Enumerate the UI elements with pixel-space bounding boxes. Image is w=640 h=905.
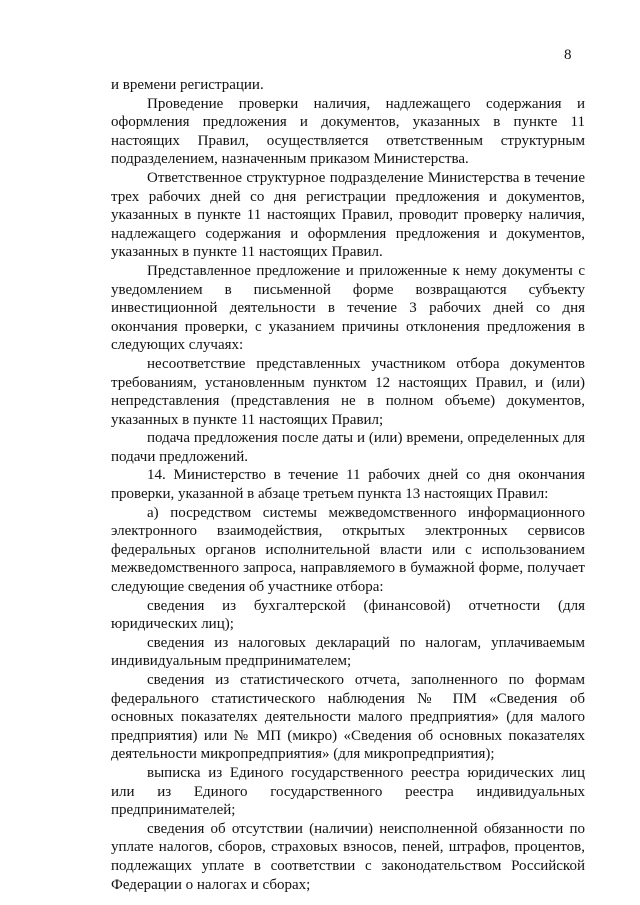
list-item-tax-declarations: сведения из налоговых деклараций по налогам, уплачиваемым индивидуальным предпринимателем;	[111, 634, 585, 670]
page-number: 8	[564, 47, 572, 63]
paragraph-registration-time: и времени регистрации.	[111, 77, 264, 93]
paragraph-clause-14: 14. Министерство в течение 11 рабочих дней со дня окончания проверки, указанной в абзаце третьем пункта 13 настоящих Правил:	[111, 467, 585, 503]
paragraph-responsible-unit: Ответственное структурное подразделение Министерства в течение трех рабочих дней со дня регистрации предложения и документов, указанных в пункте 11 настоящих Правил, проводит проверку наличия, надлежащего содержания и оформления предложения и документов, указанных в пункте 11 настоящих Правил.	[111, 169, 585, 261]
paragraph-return-conditions: Представленное предложение и приложенные к нему документы с уведомлением в письменной форме возвращаются субъекту инвестиционной деятельности в течение 3 рабочих дней со дня окончания проверки, с указанием причины отклонения предложения в следующих случаях:	[111, 262, 585, 354]
list-item-accounting: сведения из бухгалтерской (финансовой) отчетности (для юридических лиц);	[111, 597, 585, 633]
paragraph-verification: Проведение проверки наличия, надлежащего содержания и оформления предложения и документов, указанных в пункте 11 настоящих Правил, осуществляется ответственным структурным подразделением, назначенным приказом Министерства.	[111, 95, 585, 168]
document-body	[111, 76, 585, 894]
list-item-statistical-report: сведения из статистического отчета, заполненного по формам федерального статистического наблюдения № ПМ «Сведения об основных показателях деятельности малого предприятия» (для малого предприятия) или № МП (микро) «Сведения об основных показателях деятельности микропредприятия» (для микропредприятия);	[111, 672, 585, 763]
paragraph-nonconformity: несоответствие представленных участником отбора документов требованиям, установленным пунктом 12 настоящих Правил, и (или) непредставления (представления не в полном объеме) документов, указанных в пункте 11 настоящих Правил;	[111, 355, 585, 428]
paragraph-late-submission: подача предложения после даты и (или) времени, определенных для подачи предложений.	[111, 430, 585, 465]
list-item-registry-extract: выписка из Единого государственного реестра юридических лиц или из Единого государственного реестра индивидуальных предпринимателей;	[111, 764, 585, 819]
paragraph-clause-14a: а) посредством системы межведомственного информационного электронного взаимодействия, открытых электронных сервисов федеральных органов исполнительной власти или с использованием межведомственного запроса, направляемого в бумажной форме, получает следующие сведения об участнике отбора:	[111, 504, 585, 596]
list-item-tax-obligations: сведения об отсутствии (наличии) неисполненной обязанности по уплате налогов, сборов, страховых взносов, пеней, штрафов, процентов, подлежащих уплате в соответствии с законодательством Российской Федерации о налогах и сборах;	[111, 820, 585, 893]
